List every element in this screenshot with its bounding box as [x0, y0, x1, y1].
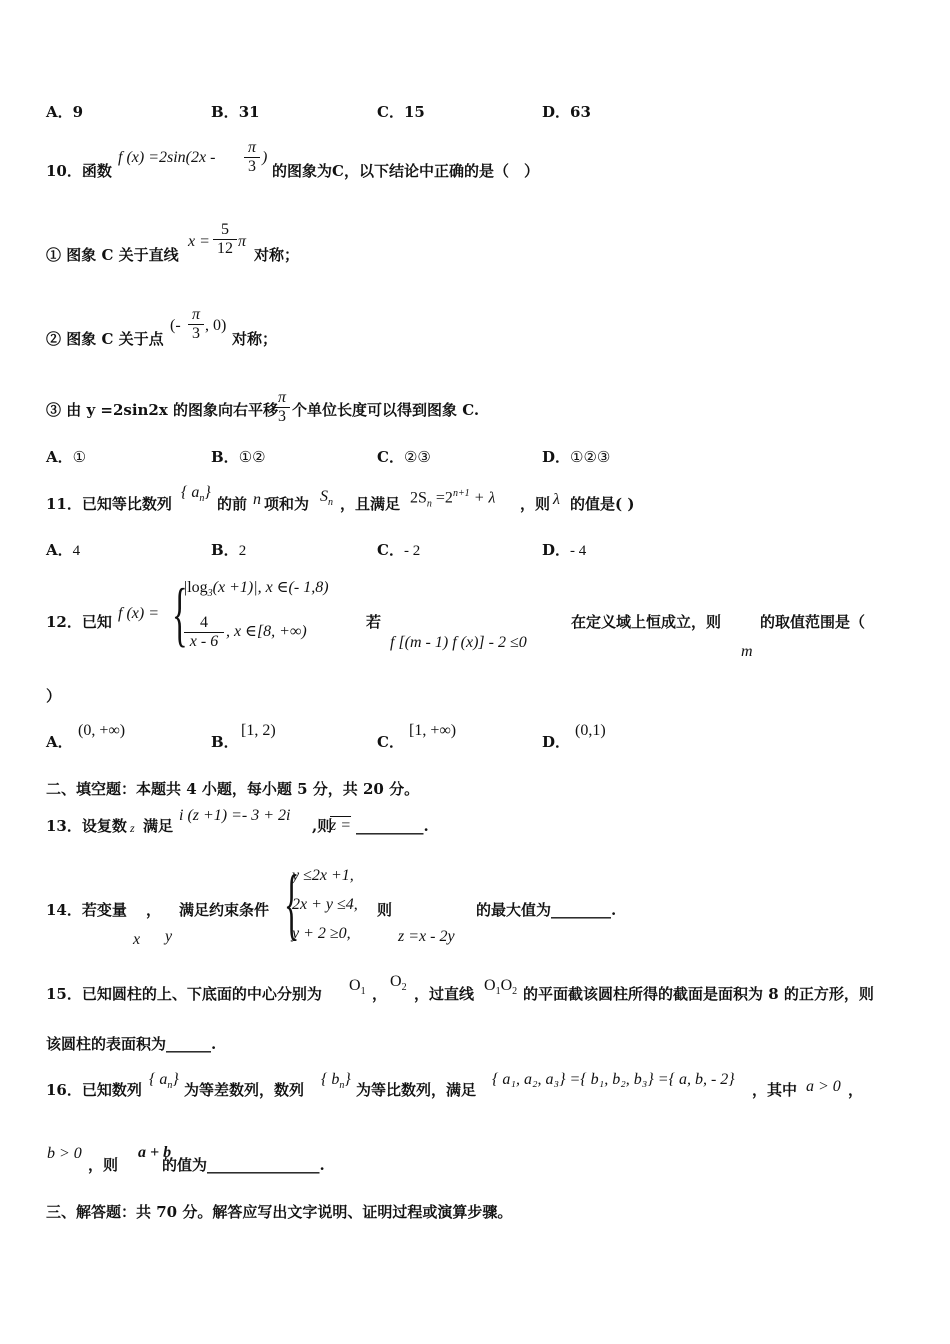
- q14-objective: z =x - 2y: [398, 928, 455, 945]
- q16-an: { $a_n$}: [149, 1071, 179, 1092]
- q12-range-text: 的取值范围是（: [760, 613, 866, 631]
- q10-pi-over-3: $\frac{\pi}{3}$: [244, 139, 260, 176]
- q12-fx: f (x) =: [118, 605, 159, 622]
- q12-option-b-letter: B．: [211, 733, 239, 751]
- q13-z: z: [130, 821, 135, 835]
- q16-arithmetic-text: 为等差数列，数列: [184, 1081, 305, 1099]
- q12-option-a-letter: A．: [46, 733, 73, 751]
- q11-option-a: A．4: [46, 541, 81, 559]
- q16-comma: ，: [848, 1081, 864, 1099]
- q11-sequence: { $a_n$}: [181, 484, 211, 505]
- q9-option-c: C．15: [377, 103, 425, 121]
- q16-b-positive: b > 0: [47, 1145, 82, 1162]
- q10-statement-2-prefix: ② 图象 C 关于点: [46, 330, 164, 348]
- q11-Sn: $S_n$: [320, 488, 333, 509]
- q11-satisfy: ，且满足: [340, 495, 401, 513]
- q12-close-paren: ）: [46, 687, 62, 705]
- q15-comma: ，: [372, 985, 388, 1003]
- q16-geometric-text: 为等比数列，满足: [356, 1081, 477, 1099]
- q14-constraint-2: 2x + y ≤4,: [292, 896, 358, 913]
- q10-statement-3-suffix: 个单位长度可以得到图象 C.: [292, 401, 480, 419]
- q13-blank: _________.: [356, 817, 429, 835]
- q14-max-text: 的最大值为________.: [476, 901, 617, 919]
- q11-tail: 的值是( ): [570, 495, 635, 513]
- q12-ruo: 若: [366, 613, 382, 631]
- q10-statement-3-fraction: $\frac{\pi}{3}$: [274, 389, 290, 426]
- q11-option-d: D．- 4: [542, 541, 587, 559]
- q11-sum-text: 项和为: [264, 495, 310, 513]
- q10-number: 10．函数: [46, 162, 112, 180]
- q16-bn: { $b_n$}: [321, 1071, 351, 1092]
- q12-constant-text: 在定义域上恒成立，则: [571, 613, 722, 631]
- q15-line-1-prefix: 15．已知圆柱的上、下底面的中心分别为: [46, 985, 322, 1003]
- q9-option-b: B．31: [211, 103, 260, 121]
- q15-o2: $O_2$: [390, 973, 407, 994]
- q10-statement-2-right: , 0): [205, 317, 227, 334]
- section-3-heading: 三、解答题：共 70 分。解答应写出文字说明、证明过程或演算步骤。: [46, 1203, 513, 1221]
- q9-option-d: D．63: [542, 103, 591, 121]
- q11-option-c: C．- 2: [377, 541, 421, 559]
- q13-then: ,则: [312, 817, 333, 835]
- q15-line-2: 该圆柱的表面积为______.: [46, 1035, 217, 1053]
- q11-lambda: λ: [553, 491, 560, 508]
- q10-option-c: C．②③: [377, 448, 431, 466]
- q14-comma: ，: [146, 901, 162, 919]
- q12-option-b-value: [1, 2): [241, 722, 276, 739]
- q13-equation: i (z +1) =- 3 + 2i: [179, 807, 291, 824]
- q10-function-right: ): [262, 149, 268, 166]
- q10-statement-2-left: (-: [170, 317, 181, 334]
- q11-prefix: 11．已知等比数列: [46, 495, 172, 513]
- q10-function-left: f (x) =2sin(2x -: [118, 149, 216, 166]
- q12-option-c-letter: C．: [377, 733, 404, 751]
- q10-statement-1-pi: π: [238, 233, 247, 250]
- q15-line-1-suffix: 的平面截该圆柱所得的截面是面积为 8 的正方形，则: [523, 985, 874, 1003]
- q14-then: 则: [377, 901, 393, 919]
- q15-o1o2: $O_1O_2$: [484, 977, 518, 998]
- q14-y: y: [165, 928, 173, 945]
- q10-statement-1-x: x =: [188, 233, 210, 250]
- q16-prefix: 16．已知数列: [46, 1081, 142, 1099]
- q14-constraint-text: 满足约束条件: [179, 901, 270, 919]
- q10-option-d: D．①②③: [542, 448, 611, 466]
- q10-statement-3-prefix: ③ 由 y =2sin2x 的图象向右平移: [46, 401, 279, 419]
- q12-case-2-domain: , x ∈[8, +∞): [226, 623, 307, 640]
- q11-then: ，则: [520, 495, 551, 513]
- section-2-heading: 二、填空题：本题共 4 小题，每小题 5 分，共 20 分。: [46, 780, 420, 798]
- q11-equation: $2S_n =2^{n+1} + \lambda$: [410, 488, 496, 510]
- q10-option-b: B．①②: [211, 448, 266, 466]
- q16-value-blank: 的值为_______________.: [162, 1156, 325, 1174]
- q11-qian: 的前: [217, 495, 248, 513]
- q14-constraint-1: y ≤2x +1,: [292, 867, 354, 884]
- q12-prefix: 12．已知: [46, 613, 112, 631]
- q14-prefix: 14．若变量: [46, 901, 127, 919]
- q16-a-positive: a > 0: [806, 1078, 841, 1095]
- q12-option-c-value: [1, +∞): [409, 722, 457, 739]
- q13-prefix: 13．设复数: [46, 817, 127, 835]
- q16-a-plus-b: a + b: [138, 1144, 172, 1161]
- q10-question-tail: 的图象为C，以下结论中正确的是（ ）: [272, 162, 539, 180]
- q14-constraint-brace: {: [284, 860, 300, 948]
- q12-option-d-letter: D．: [542, 733, 571, 751]
- q10-statement-2-suffix: 对称；: [232, 330, 278, 348]
- q12-condition: f [(m - 1) f (x)] - 2 ≤0: [390, 634, 527, 651]
- q12-m: m: [741, 643, 753, 660]
- q10-statement-1-suffix: 对称；: [254, 246, 300, 264]
- q10-statement-2-fraction: $\frac{\pi}{3}$: [188, 306, 204, 343]
- q12-option-a-value: (0, +∞): [78, 722, 126, 739]
- q12-case-1: $|\log_3(x +1)|$, x ∈(- 1,8): [184, 579, 329, 600]
- q10-option-a: A．①: [46, 448, 87, 466]
- q12-case-2-fraction: $\frac{4}{x - 6}$: [184, 614, 224, 651]
- q12-piecewise-brace: {: [172, 574, 188, 654]
- q16-then: ，则: [88, 1156, 119, 1174]
- q12-option-d-value: (0,1): [575, 722, 606, 739]
- q11-n: n: [253, 491, 261, 508]
- q13-z-conjugate: z =: [330, 817, 352, 834]
- q10-statement-1-fraction: $\frac{5}{12}$: [213, 221, 237, 258]
- q14-x: x: [133, 931, 141, 948]
- q11-option-b: B．2: [211, 541, 247, 559]
- q13-satisfy: 满足: [143, 817, 174, 835]
- q9-option-a: A．9: [46, 103, 84, 121]
- q16-where: ，其中: [752, 1081, 798, 1099]
- q14-constraint-3: y + 2 ≥0,: [292, 925, 351, 942]
- q15-line-text: ，过直线: [414, 985, 475, 1003]
- q10-statement-1-prefix: ① 图象 C 关于直线: [46, 246, 179, 264]
- q16-set-equation: { a₁, a₂, a₃} ={ b₁, b₂, b₃} ={ a, b, - 2}: [492, 1071, 735, 1088]
- q15-o1: $O_1$: [349, 977, 366, 998]
